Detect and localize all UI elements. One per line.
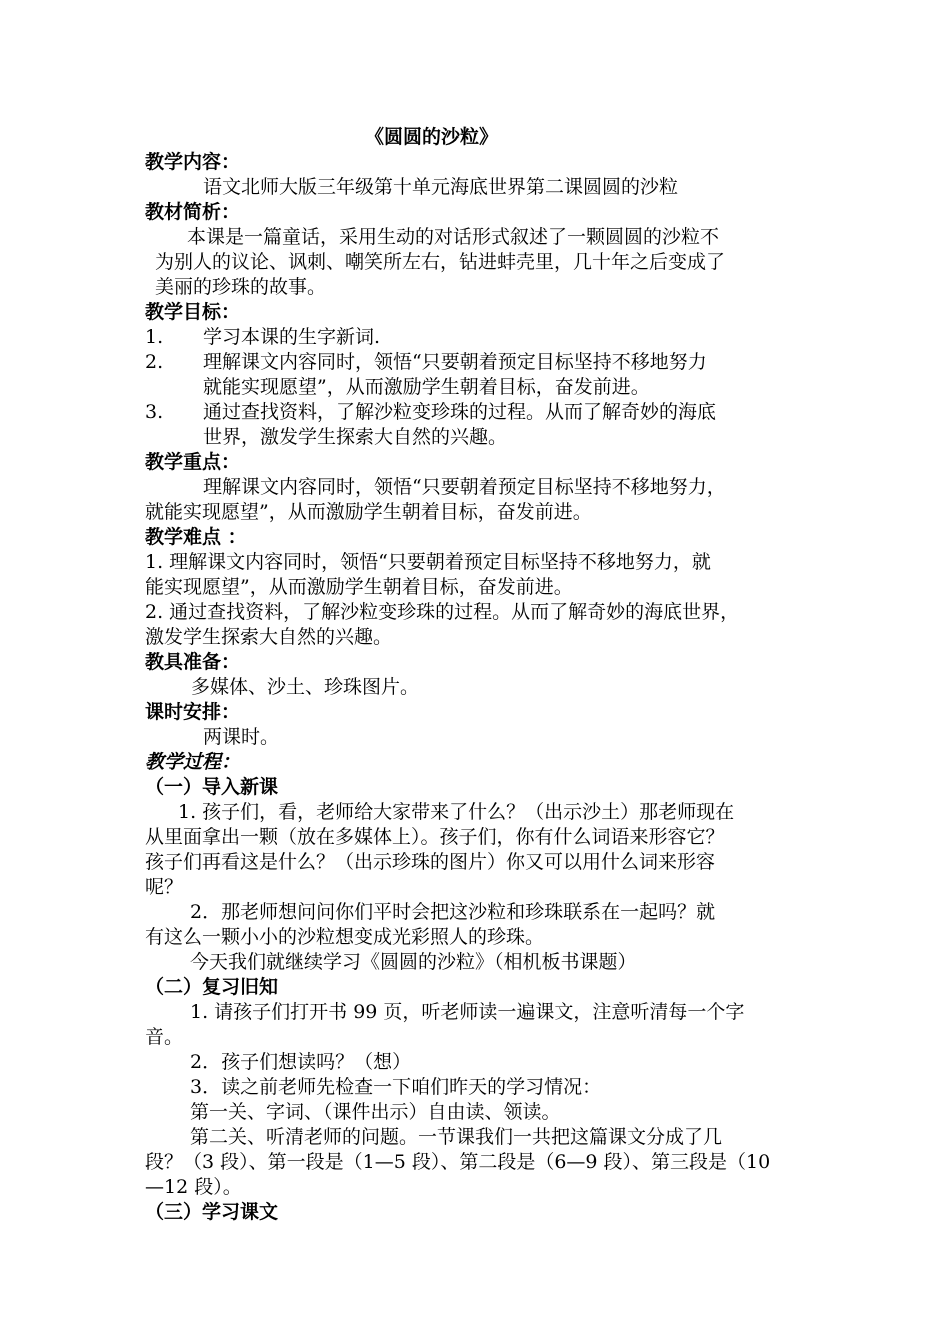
focus-heading: 教学重点： [145,451,241,473]
paragraph-line: 1. 孩子们，看，老师给大家带来了什么？（出示沙土）那老师现在 [178,801,735,823]
tools-text: 多媒体、沙土、珍珠图片。 [191,676,420,698]
schedule-heading: 课时安排： [145,701,241,723]
section-heading: （一）导入新课 [145,776,279,798]
difficulty-line: 1. 理解课文内容同时，领悟“只要朝着预定目标坚持不移地努力，就 [145,551,711,573]
analysis-line: 本课是一篇童话，采用生动的对话形式叙述了一颗圆圆的沙粒不 [187,226,720,248]
goals-heading: 教学目标： [145,301,241,323]
focus-line: 理解课文内容同时，领悟“只要朝着预定目标坚持不移地努力， [203,476,726,498]
content-text: 语文北师大版三年级第十单元海底世界第二课圆圆的沙粒 [203,176,679,198]
goal-text: 就能实现愿望”，从而激励学生朝着目标，奋发前进。 [203,376,650,398]
goal-number: 3. [145,401,164,423]
section-heading: （二）复习旧知 [145,976,279,998]
goal-number: 1. [145,326,164,348]
goal-text: 通过查找资料，了解沙粒变珍珠的过程。从而了解奇妙的海底 [203,401,717,423]
paragraph-line: 2．那老师想问问你们平时会把这沙粒和珍珠联系在一起吗？就 [190,901,716,923]
focus-line: 就能实现愿望”，从而激励学生朝着目标，奋发前进。 [145,501,592,523]
paragraph-line: 第二关、听清老师的问题。一节课我们一共把这篇课文分成了几 [190,1126,723,1148]
goal-text: 学习本课的生字新词. [203,326,381,348]
difficulty-line: 能实现愿望”，从而激励学生朝着目标，奋发前进。 [145,576,573,598]
schedule-text: 两课时。 [203,726,280,748]
paragraph-line: 音。 [145,1026,184,1048]
content-heading: 教学内容： [145,151,241,173]
paragraph-line: 3．读之前老师先检查一下咱们昨天的学习情况： [190,1076,602,1098]
difficulty-heading: 教学难点 ： [145,526,247,548]
process-heading: 教学过程： [145,751,241,773]
paragraph-line: 呢？ [145,876,184,898]
document-title: 《圆圆的沙粒》 [365,126,499,148]
paragraph-line: 段？（3 段）、第一段是（1—5 段）、第二段是（6—9 段）、第三段是（10 [145,1151,771,1173]
goal-text: 理解课文内容同时，领悟“只要朝着预定目标坚持不移地努力 [203,351,707,373]
paragraph-line: 有这么一颗小小的沙粒想变成光彩照人的珍珠。 [145,926,545,948]
difficulty-line: 激发学生探索大自然的兴趣。 [145,626,393,648]
paragraph-line: 今天我们就继续学习《圆圆的沙粒》（相机板书课题） [190,951,637,973]
tools-heading: 教具准备： [145,651,241,673]
paragraph-line: 第一关、字词、（课件出示）自由读、领读。 [190,1101,561,1123]
analysis-line: 美丽的珍珠的故事。 [155,276,327,298]
paragraph-line: 2．孩子们想读吗？（想） [190,1051,412,1073]
analysis-line: 为别人的议论、讽刺、嘲笑所左右，钻进蚌壳里，几十年之后变成了 [155,251,726,273]
paragraph-line: —12 段）。 [145,1176,242,1198]
paragraph-line: 孩子们再看这是什么？（出示珍珠的图片）你又可以用什么词来形容 [145,851,716,873]
paragraph-line: 从里面拿出一颗（放在多媒体上）。孩子们，你有什么词语来形容它？ [145,826,725,848]
goal-text: 世界，激发学生探索大自然的兴趣。 [203,426,508,448]
goal-number: 2. [145,351,164,373]
analysis-heading: 教材简析： [145,201,241,223]
difficulty-line: 2. 通过查找资料，了解沙粒变珍珠的过程。从而了解奇妙的海底世界， [145,601,740,623]
paragraph-line: 1. 请孩子们打开书 99 页，听老师读一遍课文，注意听清每一个字 [190,1001,745,1023]
section-heading: （三）学习课文 [145,1201,279,1223]
